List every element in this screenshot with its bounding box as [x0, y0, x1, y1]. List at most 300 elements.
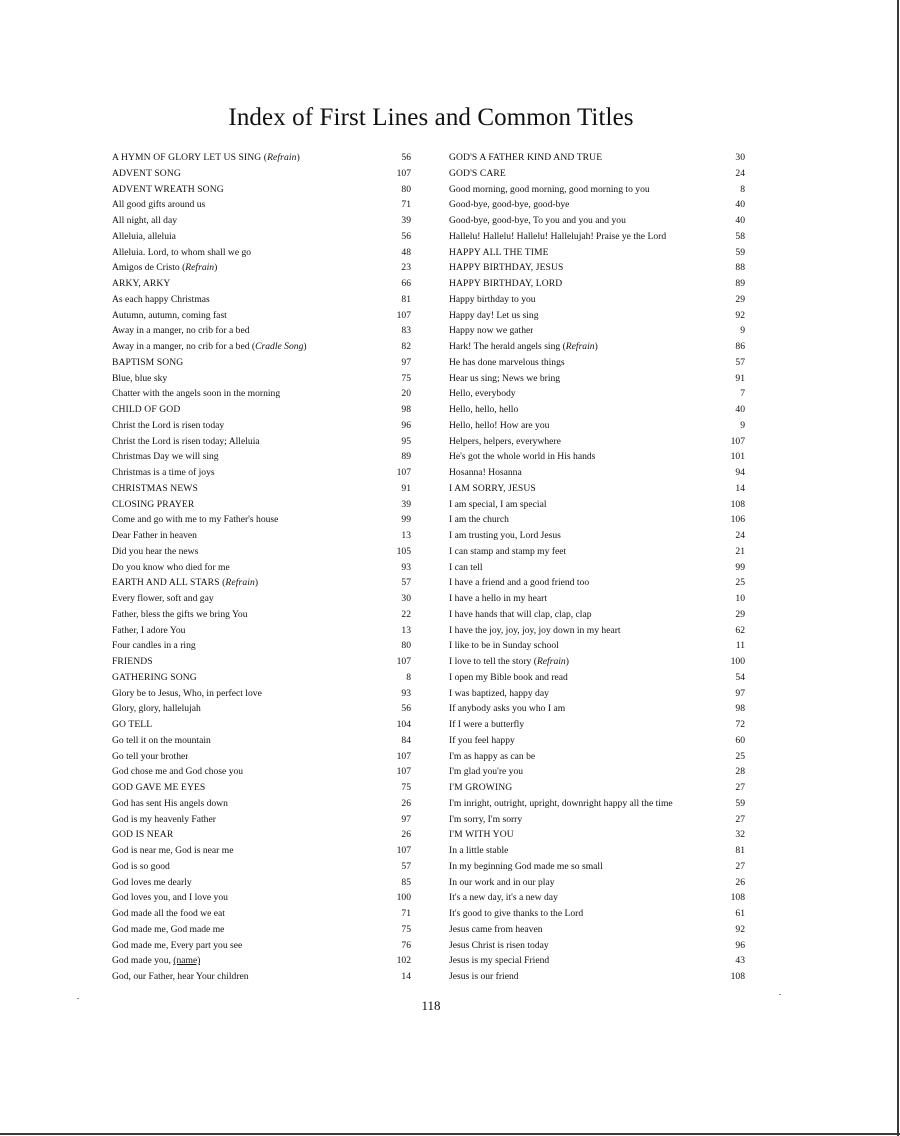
entry-title: Did you hear the news — [112, 545, 199, 557]
entry-title: Dear Father in heaven — [112, 530, 197, 541]
entry-page: 104 — [396, 719, 411, 730]
entry-title: Christ the Lord is risen today; Alleluia — [112, 435, 260, 447]
entry-page: 89 — [401, 451, 411, 463]
index-entry — [449, 245, 745, 261]
index-entry — [112, 182, 411, 198]
entry-title: I love to tell the story (Refrain) — [449, 656, 569, 667]
entry-title: God loves me dearly — [112, 876, 192, 888]
entry-title: I'm as happy as can be — [449, 750, 536, 762]
entry-title: Alleluia. Lord, to whom shall we go — [112, 246, 252, 258]
index-entry — [449, 638, 745, 654]
entry-page: 29 — [735, 608, 745, 620]
entry-title: Jesus is my special Friend — [449, 955, 550, 967]
index-entry — [112, 764, 411, 780]
entry-page: 14 — [735, 482, 745, 494]
entry-page: 57 — [735, 356, 745, 368]
entry-page: 75 — [401, 923, 411, 935]
index-entry — [112, 686, 411, 702]
entry-title: Hear us sing; News we bring — [449, 372, 561, 384]
entry-title: I have a friend and a good friend too — [449, 577, 590, 589]
entry-page: 91 — [735, 372, 745, 384]
page-number: 118 — [421, 998, 441, 1013]
entry-page: 62 — [735, 624, 745, 636]
index-entry — [449, 906, 745, 922]
entry-title: GATHERING SONG — [112, 671, 197, 683]
entry-title: If you feel happy — [449, 734, 515, 746]
entry-page: 66 — [401, 278, 411, 289]
index-entry — [112, 749, 411, 765]
entry-page: 107 — [396, 656, 411, 667]
index-entry — [449, 465, 745, 481]
index-entry — [449, 623, 745, 639]
entry-page: 99 — [735, 561, 745, 573]
index-entry — [449, 780, 745, 796]
entry-page: 26 — [401, 829, 411, 841]
index-entry — [449, 339, 745, 355]
entry-title: Helpers, helpers, everywhere — [449, 435, 561, 447]
entry-title: Go tell your brother — [112, 750, 189, 762]
entry-page: 39 — [401, 215, 411, 226]
index-entry — [112, 166, 411, 182]
entry-page: 80 — [401, 640, 411, 652]
index-entry — [449, 796, 745, 812]
entry-title: Happy day! Let us sing — [449, 309, 539, 321]
index-entry — [449, 812, 745, 828]
entry-title: God is my heavenly Father — [112, 813, 216, 825]
entry-page: 28 — [735, 766, 745, 778]
entry-page: 76 — [401, 939, 411, 951]
entry-page: 61 — [735, 908, 745, 919]
entry-title: HAPPY BIRTHDAY, JESUS — [449, 262, 564, 274]
index-entry — [449, 213, 745, 229]
index-entry — [449, 922, 745, 938]
index-entry — [449, 560, 745, 576]
entry-title: I'M GROWING — [449, 782, 513, 793]
entry-title: Good-bye, good-bye, To you and you and you — [449, 215, 626, 226]
index-entry — [112, 355, 411, 371]
entry-title: I can stamp and stamp my feet — [449, 545, 567, 557]
entry-page: 108 — [730, 971, 745, 982]
index-entry — [112, 371, 411, 387]
entry-title: God made me, Every part you see — [112, 939, 243, 951]
entry-page: 81 — [401, 293, 411, 305]
index-entry — [449, 197, 745, 213]
entry-title: GOD'S A FATHER KIND AND TRUE — [449, 152, 603, 163]
entry-title: It's good to give thanks to the Lord — [449, 908, 584, 919]
page-title: Index of First Lines and Common Titles — [228, 104, 634, 131]
index-entry — [449, 654, 745, 670]
entry-title: Good-bye, good-bye, good-bye — [449, 199, 570, 211]
entry-title: Christmas is a time of joys — [112, 467, 215, 478]
entry-page: 95 — [401, 435, 411, 447]
entry-title: ADVENT WREATH SONG — [112, 183, 224, 195]
index-entry — [449, 890, 745, 906]
entry-page: 54 — [735, 671, 745, 683]
entry-page: 92 — [735, 923, 745, 935]
index-entry — [112, 670, 411, 686]
entry-title: God has sent His angels down — [112, 797, 228, 809]
entry-title: I am trusting you, Lord Jesus — [449, 530, 561, 541]
entry-title: ADVENT SONG — [112, 167, 181, 179]
index-entry — [112, 560, 411, 576]
entry-page: 13 — [401, 624, 411, 636]
entry-page: 75 — [401, 372, 411, 384]
entry-page: 100 — [396, 892, 411, 904]
entry-page: 8 — [406, 671, 411, 683]
index-entry — [449, 827, 745, 843]
entry-title: Glory, glory, hallelujah — [112, 703, 201, 715]
entry-title: If anybody asks you who I am — [449, 703, 566, 715]
entry-title: Happy now we gather — [449, 325, 534, 337]
entry-title: Autumn, autumn, coming fast — [112, 309, 227, 321]
index-entry — [449, 150, 745, 166]
index-entry — [449, 355, 745, 371]
entry-page: 88 — [735, 262, 745, 274]
entry-title: GOD IS NEAR — [112, 829, 174, 841]
index-entry — [449, 481, 745, 497]
index-entry — [112, 717, 411, 733]
index-entry — [112, 245, 411, 261]
entry-title: I have a hello in my heart — [449, 593, 548, 604]
entry-page: 93 — [401, 561, 411, 573]
entry-title: I am special, I am special — [449, 498, 547, 510]
entry-title: Father, I adore You — [112, 624, 186, 636]
index-entry — [449, 591, 745, 607]
entry-page: 25 — [735, 750, 745, 762]
entry-title: Do you know who died for me — [112, 561, 230, 573]
index-entry — [449, 308, 745, 324]
entry-title: I have hands that will clap, clap, clap — [449, 608, 592, 620]
entry-page: 7 — [740, 388, 745, 400]
entry-title: ARKY, ARKY — [112, 278, 171, 289]
entry-title: I'm glad you're you — [449, 766, 524, 778]
entry-title: I am the church — [449, 514, 509, 526]
entry-page: 22 — [401, 608, 411, 620]
index-entry — [112, 953, 411, 969]
entry-title: Away in a manger, no crib for a bed (Cradle Song) — [112, 341, 307, 352]
entry-page: 71 — [401, 908, 411, 919]
entry-page: 32 — [735, 829, 745, 841]
index-entry — [112, 701, 411, 717]
entry-page: 92 — [735, 309, 745, 321]
entry-title: I like to be in Sunday school — [449, 640, 559, 652]
index-entry — [449, 229, 745, 245]
entry-title: He has done marvelous things — [449, 356, 565, 368]
entry-page: 71 — [401, 199, 411, 211]
entry-title: Chatter with the angels soon in the morning — [112, 388, 281, 400]
scan-edge-right — [897, 0, 899, 1136]
index-entry — [449, 764, 745, 780]
entry-title: GOD GAVE ME EYES — [112, 782, 206, 793]
entry-title: HAPPY ALL THE TIME — [449, 246, 549, 258]
index-entry — [112, 323, 411, 339]
entry-page: 75 — [401, 782, 411, 793]
entry-page: 89 — [735, 278, 745, 289]
entry-page: 96 — [401, 419, 411, 431]
index-entry — [449, 701, 745, 717]
index-column-left — [112, 150, 411, 985]
entry-page: 8 — [740, 183, 745, 195]
entry-title: FRIENDS — [112, 656, 153, 667]
entry-page: 97 — [401, 356, 411, 368]
index-entry — [112, 260, 411, 276]
entry-page: 43 — [735, 955, 745, 967]
entry-title: Alleluia, alleluia — [112, 230, 176, 242]
index-entry — [112, 386, 411, 402]
entry-title: Christmas Day we will sing — [112, 451, 219, 463]
entry-page: 40 — [735, 199, 745, 211]
index-entry — [112, 449, 411, 465]
entry-title: Away in a manger, no crib for a bed — [112, 325, 250, 337]
entry-title: I AM SORRY, JESUS — [449, 482, 536, 494]
entry-title: I was baptized, happy day — [449, 687, 549, 699]
index-entry — [449, 607, 745, 623]
index-entry — [449, 717, 745, 733]
index-entry — [449, 938, 745, 954]
entry-title: I'm sorry, I'm sorry — [449, 813, 523, 825]
index-entry — [112, 292, 411, 308]
entry-title: CHRISTMAS NEWS — [112, 482, 198, 494]
entry-page: 108 — [730, 892, 745, 904]
index-entry — [112, 812, 411, 828]
index-entry — [112, 339, 411, 355]
entry-title: Hello, hello, hello — [449, 404, 519, 415]
entry-page: 40 — [735, 404, 745, 415]
entry-page: 9 — [740, 419, 745, 431]
entry-page: 24 — [735, 167, 745, 179]
index-entry — [112, 418, 411, 434]
index-entry — [112, 827, 411, 843]
entry-page: 25 — [735, 577, 745, 589]
entry-page: 10 — [735, 593, 745, 604]
entry-title: God is near me, God is near me — [112, 845, 234, 856]
entry-title: Go tell it on the mountain — [112, 734, 211, 746]
index-entry — [449, 733, 745, 749]
entry-page: 93 — [401, 687, 411, 699]
index-entry — [112, 875, 411, 891]
entry-title: Jesus Christ is risen today — [449, 939, 549, 951]
entry-title: Hosanna! Hosanna — [449, 467, 522, 478]
entry-page: 107 — [396, 167, 411, 179]
entry-title: Every flower, soft and gay — [112, 593, 214, 604]
entry-page: 82 — [401, 341, 411, 352]
entry-page: 20 — [401, 388, 411, 400]
entry-page: 27 — [735, 813, 745, 825]
index-entry — [449, 418, 745, 434]
index-entry — [449, 182, 745, 198]
index-entry — [449, 686, 745, 702]
index-entry — [449, 575, 745, 591]
index-entry — [112, 402, 411, 418]
entry-title: God made me, God made me — [112, 923, 225, 935]
entry-title: Father, bless the gifts we bring You — [112, 608, 248, 620]
entry-title: Hark! The herald angels sing (Refrain) — [449, 341, 598, 352]
entry-title: Happy birthday to you — [449, 293, 536, 305]
entry-page: 30 — [735, 152, 745, 163]
entry-page: 107 — [396, 309, 411, 321]
index-entry — [112, 654, 411, 670]
entry-title: As each happy Christmas — [112, 293, 210, 305]
entry-page: 26 — [401, 797, 411, 809]
entry-title: Glory be to Jesus, Who, in perfect love — [112, 687, 262, 699]
index-entry — [112, 229, 411, 245]
entry-title: Jesus came from heaven — [449, 923, 543, 935]
entry-title: In my beginning God made me so small — [449, 860, 603, 872]
index-entry — [112, 969, 411, 985]
entry-title: I'm inright, outright, upright, downright happy all the time — [449, 797, 673, 809]
index-entry — [112, 512, 411, 528]
entry-title: Christ the Lord is risen today — [112, 419, 225, 431]
index-entry — [449, 449, 745, 465]
entry-title: I'M WITH YOU — [449, 829, 514, 841]
index-entry — [449, 434, 745, 450]
entry-page: 57 — [401, 577, 411, 589]
entry-title: All good gifts around us — [112, 199, 206, 211]
entry-page: 39 — [401, 498, 411, 510]
entry-page: 107 — [396, 750, 411, 762]
entry-title: In our work and in our play — [449, 876, 555, 888]
index-entry — [449, 260, 745, 276]
entry-page: 27 — [735, 860, 745, 872]
index-entry — [112, 890, 411, 906]
index-entry — [112, 607, 411, 623]
index-entry — [112, 528, 411, 544]
index-entry — [112, 638, 411, 654]
index-entry — [112, 859, 411, 875]
index-entry — [449, 749, 745, 765]
entry-page: 21 — [735, 545, 745, 557]
entry-page: 106 — [730, 514, 745, 526]
index-entry — [449, 969, 745, 985]
index-entry — [112, 497, 411, 513]
entry-title: BAPTISM SONG — [112, 356, 184, 368]
scan-edge-bottom — [0, 1133, 900, 1135]
entry-title: Good morning, good morning, good morning to you — [449, 183, 650, 195]
index-entry — [112, 922, 411, 938]
entry-page: 99 — [401, 514, 411, 526]
entry-title: Four candles in a ring — [112, 640, 196, 652]
entry-page: 27 — [735, 782, 745, 793]
entry-page: 14 — [401, 971, 411, 982]
index-entry — [112, 308, 411, 324]
entry-title: God made all the food we eat — [112, 908, 225, 919]
entry-page: 83 — [401, 325, 411, 337]
entry-title: Come and go with me to my Father's house — [112, 514, 279, 526]
entry-title: Blue, blue sky — [112, 372, 168, 384]
entry-title: God chose me and God chose you — [112, 766, 244, 778]
entry-page: 97 — [401, 813, 411, 825]
entry-page: 59 — [735, 246, 745, 258]
entry-page: 13 — [401, 530, 411, 541]
index-column-right — [449, 150, 745, 985]
index-entry — [112, 465, 411, 481]
index-entry — [112, 575, 411, 591]
index-entry — [112, 733, 411, 749]
entry-page: 23 — [401, 262, 411, 274]
entry-page: 98 — [735, 703, 745, 715]
index-entry — [449, 292, 745, 308]
index-entry — [112, 213, 411, 229]
index-entry — [449, 402, 745, 418]
index-entry — [449, 528, 745, 544]
entry-title: If I were a butterfly — [449, 719, 525, 730]
entry-title: Hallelu! Hallelu! Hallelu! Hallelujah! Praise ye the Lord — [449, 230, 667, 242]
entry-page: 56 — [401, 703, 411, 715]
entry-page: 84 — [401, 734, 411, 746]
index-entry — [449, 166, 745, 182]
index-entry — [112, 938, 411, 954]
entry-page: 24 — [735, 530, 745, 541]
entry-page: 86 — [735, 341, 745, 352]
entry-title: EARTH AND ALL STARS (Refrain) — [112, 577, 259, 589]
entry-title: I can tell — [449, 561, 483, 573]
entry-title: I open my Bible book and read — [449, 671, 568, 683]
entry-page: 81 — [735, 845, 745, 856]
entry-page: 105 — [396, 545, 411, 557]
index-entry — [449, 512, 745, 528]
index-entry — [449, 544, 745, 560]
index-entry — [112, 591, 411, 607]
entry-page: 30 — [401, 593, 411, 604]
entry-title: All night, all day — [112, 215, 178, 226]
entry-page: 102 — [396, 955, 411, 967]
index-entry — [449, 875, 745, 891]
entry-page: 107 — [396, 845, 411, 856]
index-entry — [449, 670, 745, 686]
entry-title: GO TELL — [112, 719, 153, 730]
entry-title: He's got the whole world in His hands — [449, 451, 596, 463]
entry-page: 11 — [735, 640, 745, 652]
entry-page: 40 — [735, 215, 745, 226]
entry-title: It's a new day, it's a new day — [449, 892, 558, 904]
entry-page: 60 — [735, 734, 745, 746]
index-entry — [449, 843, 745, 859]
index-entry — [449, 497, 745, 513]
entry-page: 98 — [401, 404, 411, 415]
entry-page: 56 — [401, 152, 411, 163]
index-entry — [449, 953, 745, 969]
entry-page: 107 — [396, 766, 411, 778]
entry-title: Hello, everybody — [449, 388, 516, 400]
scan-speck — [77, 998, 79, 999]
index-entry — [449, 323, 745, 339]
index-entry — [112, 197, 411, 213]
entry-title: CLOSING PRAYER — [112, 498, 195, 510]
entry-title: In a little stable — [449, 845, 509, 856]
entry-page: 100 — [730, 656, 745, 667]
index-entry — [112, 276, 411, 292]
entry-title: Jesus is our friend — [449, 971, 519, 982]
entry-title: HAPPY BIRTHDAY, LORD — [449, 278, 563, 289]
index-entry — [449, 371, 745, 387]
entry-page: 80 — [401, 183, 411, 195]
entry-page: 91 — [401, 482, 411, 494]
index-entry — [112, 434, 411, 450]
entry-title: A HYMN OF GLORY LET US SING (Refrain) — [112, 152, 300, 163]
entry-page: 58 — [735, 230, 745, 242]
entry-page: 9 — [740, 325, 745, 337]
entry-title: God loves you, and I love you — [112, 892, 228, 904]
entry-page: 59 — [735, 797, 745, 809]
index-entry — [112, 544, 411, 560]
index-entry — [112, 481, 411, 497]
entry-page: 97 — [735, 687, 745, 699]
entry-page: 96 — [735, 939, 745, 951]
entry-title: God, our Father, hear Your children — [112, 971, 249, 982]
index-entry — [112, 623, 411, 639]
index-entry — [112, 843, 411, 859]
entry-title: GOD'S CARE — [449, 167, 506, 179]
